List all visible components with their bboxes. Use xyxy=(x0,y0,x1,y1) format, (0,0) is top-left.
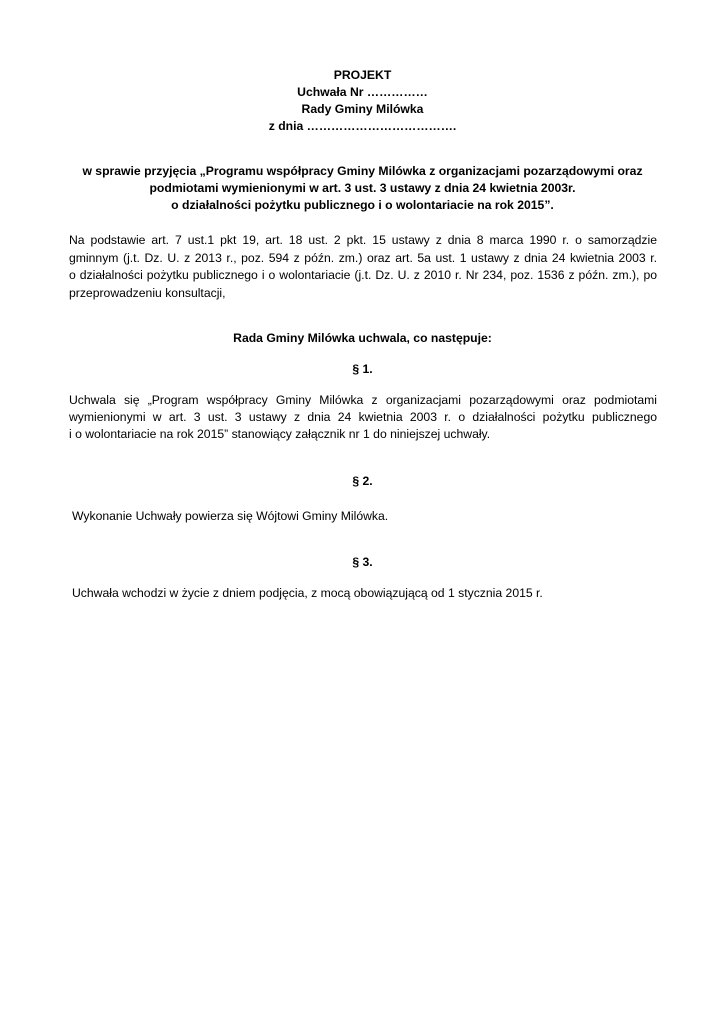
resolution-number: Uchwała Nr …………… xyxy=(297,85,428,99)
section-1-line-2: wymienionymi w art. 3 ust. 3 ustawy z dnia 24 kwietnia 2003 r. o działalności pożytku publicznego xyxy=(69,410,657,424)
preamble-line-4: przeprowadzeniu konsultacji, xyxy=(69,286,226,300)
resolves-heading: Rada Gminy Milówka uchwala, co następuje: xyxy=(233,331,492,345)
subject-line-2: podmiotami wymienionymi w art. 3 ust. 3 ustawy z dnia 24 kwietnia 2003r. xyxy=(149,181,576,195)
section-1-mark: § 1. xyxy=(352,362,373,376)
section-1-line-3: i o wolontariacie na rok 2015” stanowiący załącznik nr 1 do niniejszej uchwały. xyxy=(69,427,491,441)
section-3-line-1: Uchwała wchodzi w życie z dniem podjęcia, z mocą obowiązującą od 1 stycznia 2015 r. xyxy=(72,586,543,600)
subject-line-1: w sprawie przyjęcia „Programu współpracy Gminy Milówka z organizacjami pozarządowymi oraz xyxy=(82,164,643,178)
preamble-line-2: gminnym (j.t. Dz. U. z 2013 r., poz. 594 z późn. zm.) oraz art. 5a ust. 1 ustawy z dnia 24 kwietnia 2003 r. xyxy=(69,251,657,265)
project-label: PROJEKT xyxy=(333,68,392,82)
section-3-mark: § 3. xyxy=(352,555,373,569)
preamble-line-3: o działalności pożytku publicznego i o wolontariacie (j.t. Dz. U. z 2010 r. Nr 234, poz. 1536 z późn. zm.), po xyxy=(69,268,657,282)
section-2-line-1: Wykonanie Uchwały powierza się Wójtowi Gminy Milówka. xyxy=(72,509,389,523)
preamble-line-1: Na podstawie art. 7 ust.1 pkt 19, art. 18 ust. 2 pkt. 15 ustawy z dnia 8 marca 1990 r. o samorządzie xyxy=(69,233,657,247)
section-2-mark: § 2. xyxy=(352,474,373,488)
subject-line-3: o działalności pożytku publicznego i o wolontariacie na rok 2015”. xyxy=(171,198,554,212)
resolution-date: z dnia ………………………………. xyxy=(268,119,457,133)
section-1-line-1: Uchwala się „Program współpracy Gminy Milówka z organizacjami pozarządowymi oraz podmiotami xyxy=(69,393,657,407)
council-name: Rady Gminy Milówka xyxy=(301,102,424,116)
